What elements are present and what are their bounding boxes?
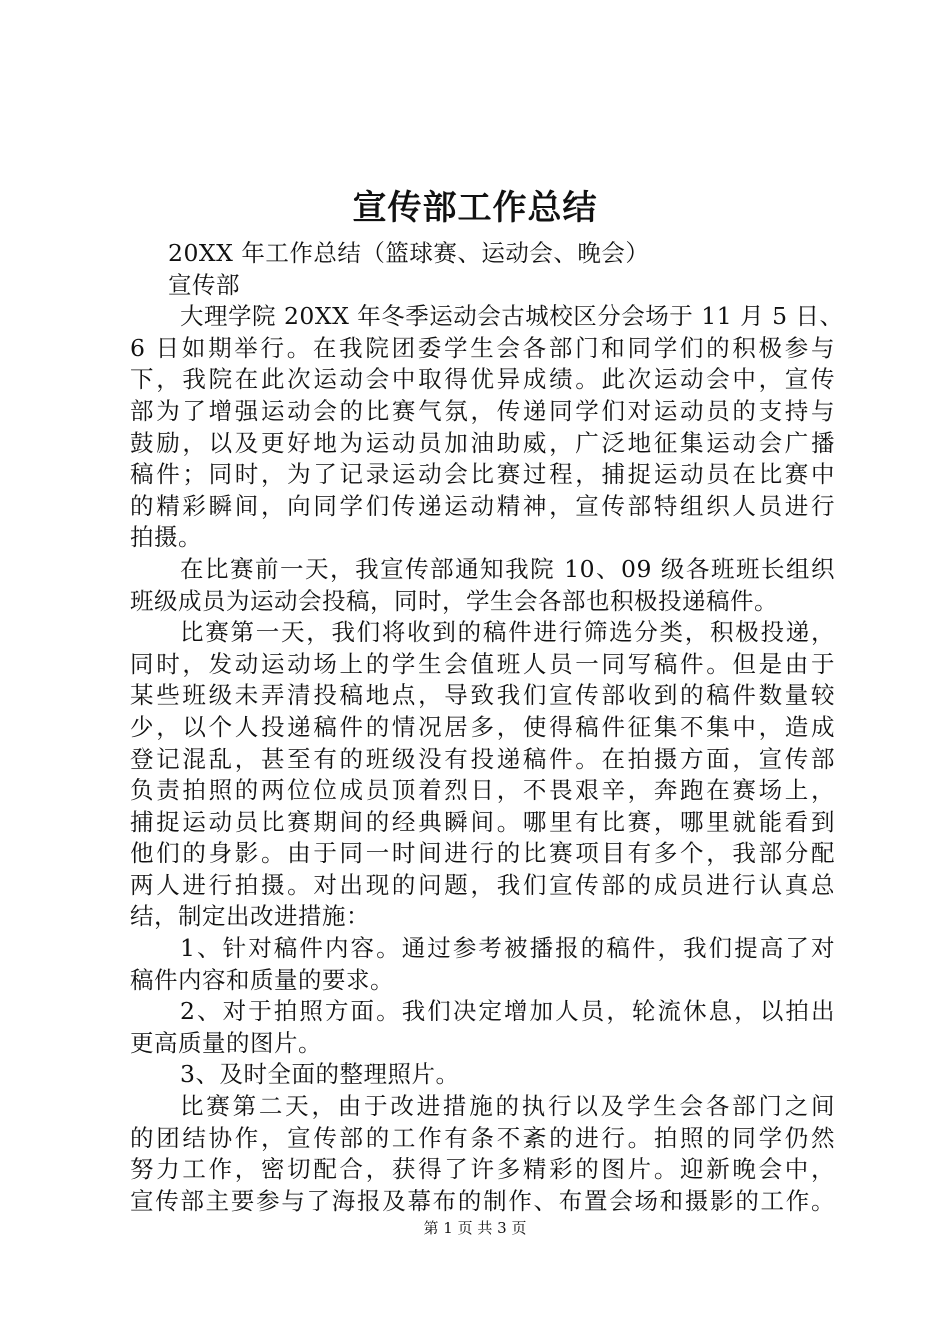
text-line: 负责拍照的两位位成员顶着烈日，不畏艰辛，奔跑在赛场上， bbox=[130, 776, 835, 805]
text-line: 比赛第二天，由于改进措施的执行以及学生会各部门之间 bbox=[180, 1092, 835, 1121]
text-line: 大理学院 20XX 年冬季运动会古城校区分会场于 11 月 5 日、 bbox=[180, 302, 844, 331]
text-line: 某些班级未弄清投稿地点，导致我们宣传部收到的稿件数量较 bbox=[130, 681, 835, 710]
text-line: 稿件内容和质量的要求。 bbox=[130, 965, 394, 994]
text-line: 3、及时全面的整理照片。 bbox=[180, 1060, 460, 1089]
text-line: 的精彩瞬间，向同学们传递运动精神，宣传部特组织人员进行 bbox=[130, 491, 835, 520]
text-line: 更高质量的图片。 bbox=[130, 1028, 322, 1057]
text-line: 宣传部主要参与了海报及幕布的制作、布置会场和摄影的工作。 bbox=[130, 1186, 835, 1215]
text-line: 的团结协作，宣传部的工作有条不紊的进行。拍照的同学仍然 bbox=[130, 1123, 835, 1152]
text-line: 鼓励，以及更好地为运动员加油助威，广泛地征集运动会广播 bbox=[130, 428, 835, 457]
text-line: 结，制定出改进措施： bbox=[130, 902, 370, 931]
text-line: 20XX 年工作总结（篮球赛、运动会、晚会） bbox=[168, 239, 650, 267]
text-line: 下，我院在此次运动会中取得优异成绩。此次运动会中，宣传 bbox=[130, 365, 835, 394]
page-footer: 第 1 页 共 3 页 bbox=[423, 1219, 527, 1237]
text-line: 稿件；同时，为了记录运动会比赛过程，捕捉运动员在比赛中 bbox=[130, 460, 835, 489]
text-line: 两人进行拍摄。对出现的问题，我们宣传部的成员进行认真总 bbox=[130, 870, 835, 899]
text-line: 宣传部 bbox=[168, 270, 240, 299]
text-line: 2、对于拍照方面。我们决定增加人员，轮流休息，以拍出 bbox=[180, 997, 835, 1026]
document-body bbox=[130, 238, 844, 1217]
text-line: 部为了增强运动会的比赛气氛，传递同学们对运动员的支持与 bbox=[130, 396, 835, 425]
text-line: 同时，发动运动场上的学生会值班人员一同写稿件。但是由于 bbox=[130, 649, 835, 678]
text-line: 6 日如期举行。在我院团委学生会各部门和同学们的积极参与 bbox=[130, 333, 835, 362]
text-line: 捕捉运动员比赛期间的经典瞬间。哪里有比赛，哪里就能看到 bbox=[130, 807, 835, 836]
document-title: 宣传部工作总结 bbox=[352, 188, 598, 228]
text-line: 班级成员为运动会投稿，同时，学生会各部也积极投递稿件。 bbox=[130, 586, 778, 615]
text-line: 努力工作，密切配合，获得了许多精彩的图片。迎新晚会中， bbox=[130, 1155, 835, 1184]
text-line: 登记混乱，甚至有的班级没有投递稿件。在拍摄方面，宣传部 bbox=[130, 744, 835, 773]
text-line: 比赛第一天，我们将收到的稿件进行筛选分类，积极投递， bbox=[180, 618, 835, 647]
text-line: 在比赛前一天，我宣传部通知我院 10、09 级各班班长组织 bbox=[180, 554, 835, 583]
text-line: 少，以个人投递稿件的情况居多，使得稿件征集不集中，造成 bbox=[130, 712, 835, 741]
text-line: 1、针对稿件内容。通过参考被播报的稿件，我们提高了对 bbox=[180, 934, 835, 963]
text-line: 拍摄。 bbox=[130, 523, 202, 552]
text-line: 他们的身影。由于同一时间进行的比赛项目有多个，我部分配 bbox=[130, 839, 835, 868]
